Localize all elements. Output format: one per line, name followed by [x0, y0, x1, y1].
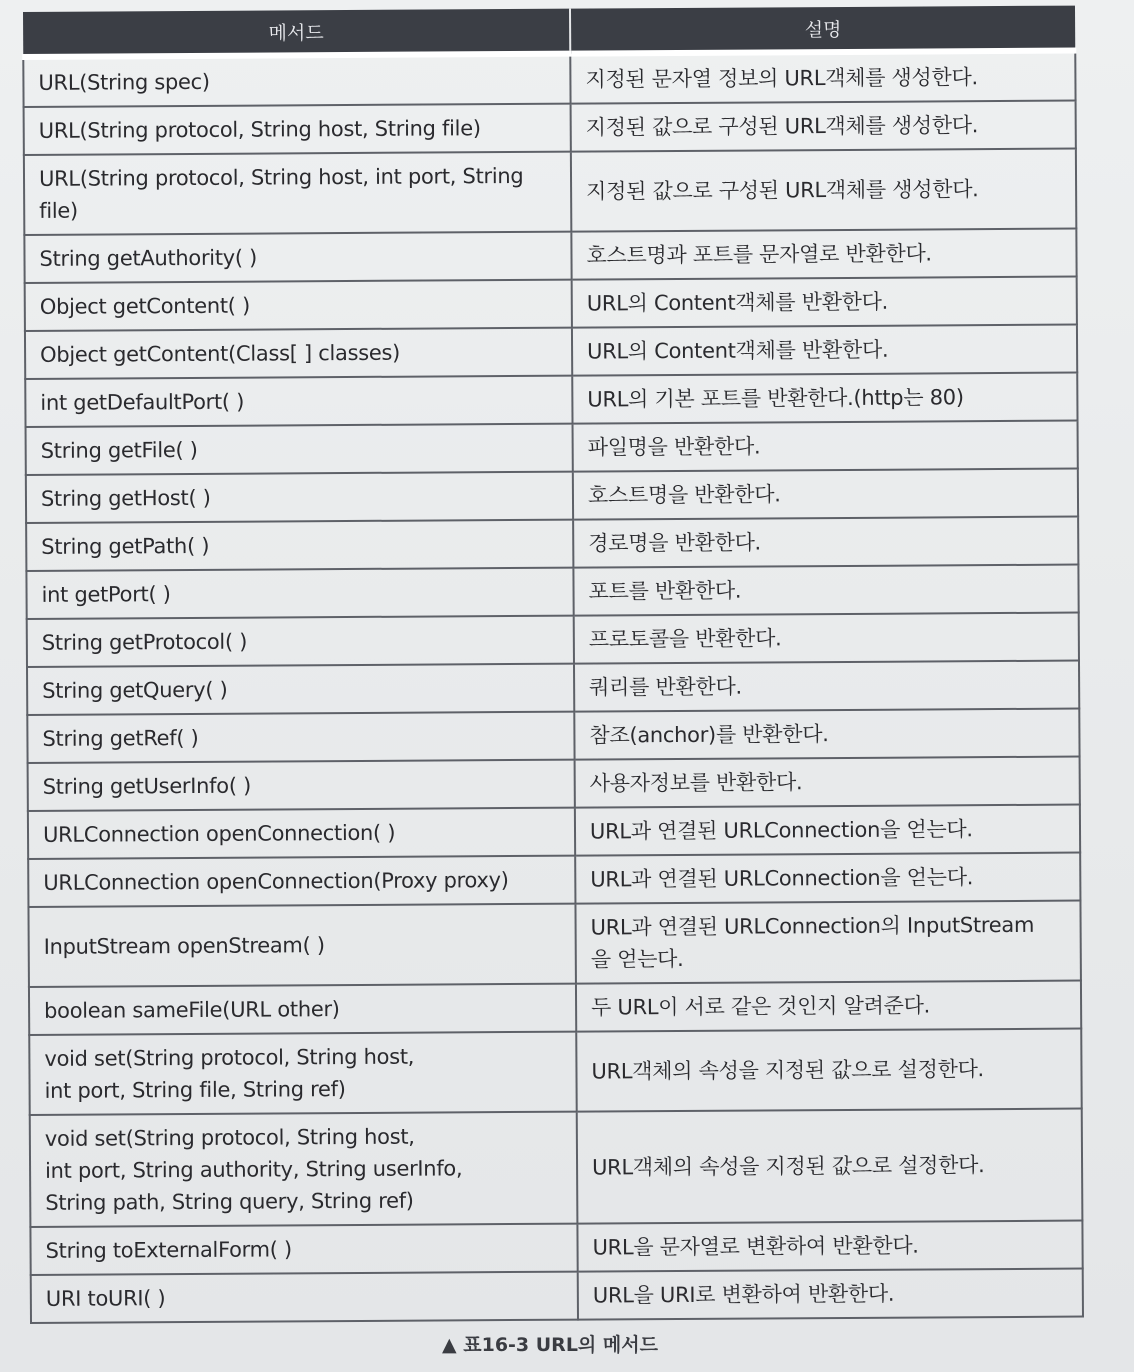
- description-text: URL의 기본 포트를 반환한다.(http는 80): [587, 385, 964, 412]
- table-row: [27, 709, 1079, 763]
- method-cell: [24, 152, 571, 235]
- table-row: [29, 981, 1081, 1035]
- description-text: 두 URL이 서로 같은 것인지 알려준다.: [591, 993, 931, 1020]
- method-cell: [25, 328, 572, 379]
- description-text: 사용자정보를 반환한다.: [589, 770, 803, 796]
- description-text: 지정된 문자열 정보의 URL객체를 생성한다.: [585, 65, 978, 92]
- description-text: 호스트명을 반환한다.: [587, 482, 781, 508]
- description-cell: [571, 149, 1076, 232]
- description-text: 지정된 값으로 구성된 URL객체를 생성한다.: [586, 177, 979, 204]
- table-row: [27, 661, 1079, 715]
- table-row: [30, 1221, 1082, 1275]
- table-row: [26, 469, 1078, 523]
- description-text: 경로명을 반환한다.: [588, 530, 761, 556]
- description-text: 지정된 값으로 구성된 URL객체를 생성한다.: [585, 113, 979, 140]
- table-row: [25, 325, 1077, 379]
- description-cell: [574, 613, 1079, 664]
- table-row: [28, 901, 1080, 987]
- method-cell: [23, 54, 570, 107]
- description-cell: [572, 325, 1077, 376]
- table-row: [27, 613, 1079, 667]
- description-cell: [572, 277, 1077, 328]
- method-cell: [28, 904, 575, 987]
- table-row: [29, 1029, 1081, 1115]
- description-text: 프로토콜을 반환한다.: [588, 626, 782, 652]
- method-text: boolean sameFile(URL other): [44, 997, 340, 1023]
- table-row: [31, 1269, 1083, 1323]
- table-row: [25, 373, 1077, 427]
- method-text: URL(String spec): [38, 69, 210, 95]
- description-text: URL과 연결된 URLConnection을 얻는다.: [589, 817, 973, 844]
- method-text: String getProtocol( ): [41, 629, 248, 655]
- table-row: [28, 805, 1080, 859]
- description-cell: [576, 1029, 1081, 1112]
- method-text: Object getContent( ): [39, 293, 251, 319]
- description-text: URL을 문자열로 변환하여 반환한다.: [592, 1233, 919, 1260]
- description-cell: [573, 469, 1078, 520]
- header-description: 설명: [570, 6, 1075, 54]
- table-row: [28, 757, 1080, 811]
- method-text: String getAuthority( ): [39, 245, 258, 271]
- method-cell: [28, 856, 575, 907]
- table-row: [24, 229, 1076, 283]
- description-text: 을 얻는다.: [590, 946, 684, 972]
- url-methods-table: [22, 6, 1084, 1324]
- description-cell: [571, 101, 1076, 152]
- method-cell: [25, 376, 572, 427]
- method-text: String toExternalForm( ): [45, 1237, 292, 1263]
- description-cell: [573, 421, 1078, 472]
- method-text: URLConnection openConnection(Proxy proxy): [43, 868, 509, 895]
- method-text: int port, String authority, String userInfo,: [45, 1156, 463, 1183]
- description-cell: [577, 1221, 1082, 1272]
- table-row: [24, 149, 1076, 235]
- method-text: String getHost( ): [40, 485, 211, 511]
- table-row: [26, 421, 1078, 475]
- method-text: InputStream openStream( ): [43, 933, 325, 959]
- description-text: URL의 Content객체를 반환한다.: [586, 289, 889, 316]
- method-text: String getPath( ): [41, 533, 210, 559]
- table-row: [30, 1109, 1083, 1227]
- method-text: void set(String protocol, String host,: [44, 1044, 415, 1071]
- method-cell: [29, 984, 576, 1035]
- description-text: 포트를 반환한다.: [588, 578, 742, 604]
- method-cell: [30, 1112, 578, 1227]
- table-header-row: [23, 6, 1075, 57]
- table-row: [24, 101, 1076, 155]
- description-cell: [576, 981, 1081, 1032]
- method-cell: [26, 520, 573, 571]
- description-cell: [570, 51, 1075, 104]
- description-text: URL과 연결된 URLConnection을 얻는다.: [590, 865, 974, 892]
- description-cell: [571, 229, 1076, 280]
- method-cell: [30, 1224, 577, 1275]
- description-text: 쿼리를 반환한다.: [589, 674, 742, 700]
- description-text: URL객체의 속성을 지정된 값으로 설정한다.: [591, 1153, 985, 1180]
- table-body: [23, 51, 1083, 1323]
- table-row: [26, 517, 1078, 571]
- method-cell: [28, 808, 575, 859]
- description-text: URL의 Content객체를 반환한다.: [587, 337, 889, 364]
- description-cell: [574, 709, 1079, 760]
- description-text: 참조(anchor)를 반환한다.: [589, 722, 829, 748]
- method-cell: [28, 760, 575, 811]
- description-cell: [575, 805, 1080, 856]
- table-row: [26, 565, 1078, 619]
- table-row: [23, 51, 1075, 107]
- description-cell: [572, 373, 1077, 424]
- method-text: URL(String protocol, String host, String file): [38, 116, 481, 143]
- description-text: URL을 URI로 변환하여 반환한다.: [592, 1281, 895, 1308]
- table-row: [25, 277, 1077, 331]
- method-text: String path, String query, String ref): [45, 1188, 414, 1215]
- method-cell: [24, 232, 571, 283]
- description-cell: [573, 565, 1078, 616]
- method-text: String getRef( ): [42, 725, 199, 751]
- method-text: int getPort( ): [41, 582, 171, 607]
- method-text: int getDefaultPort( ): [40, 389, 245, 415]
- method-cell: [26, 568, 573, 619]
- method-text: String getUserInfo( ): [42, 773, 252, 799]
- description-text: 파일명을 반환한다.: [587, 434, 761, 460]
- method-text: int port, String file, String ref): [44, 1077, 346, 1103]
- method-text: Object getContent(Class[ ] classes): [40, 340, 401, 367]
- method-cell: [27, 712, 574, 763]
- method-text: URL(String protocol, String host, int port, String file): [38, 163, 524, 223]
- method-cell: [27, 616, 574, 667]
- description-cell: [575, 853, 1080, 904]
- description-cell: [574, 661, 1079, 712]
- description-text: URL객체의 속성을 지정된 값으로 설정한다.: [591, 1057, 984, 1084]
- method-cell: [26, 424, 573, 475]
- description-cell: [578, 1269, 1083, 1320]
- description-cell: [575, 757, 1080, 808]
- method-text: void set(String protocol, String host,: [44, 1124, 415, 1151]
- description-cell: [573, 517, 1078, 568]
- method-cell: [27, 664, 574, 715]
- method-cell: [26, 472, 573, 523]
- method-text: URI toURI( ): [45, 1286, 166, 1311]
- method-cell: [31, 1272, 578, 1323]
- description-text: URL과 연결된 URLConnection의 InputStream: [590, 912, 1035, 940]
- table-caption: ▲ 표16-3 URL의 메서드: [442, 1334, 658, 1356]
- description-cell: [575, 901, 1080, 984]
- table-row: [28, 853, 1080, 907]
- method-text: String getQuery( ): [42, 677, 228, 703]
- method-text: URLConnection openConnection( ): [42, 820, 396, 847]
- header-method: 메서드: [23, 9, 570, 57]
- method-cell: [25, 280, 572, 331]
- method-cell: [24, 104, 571, 155]
- description-text: 호스트명과 포트를 문자열로 반환한다.: [586, 241, 932, 268]
- method-text: String getFile( ): [40, 437, 198, 463]
- method-cell: [29, 1032, 576, 1115]
- description-cell: [577, 1109, 1083, 1224]
